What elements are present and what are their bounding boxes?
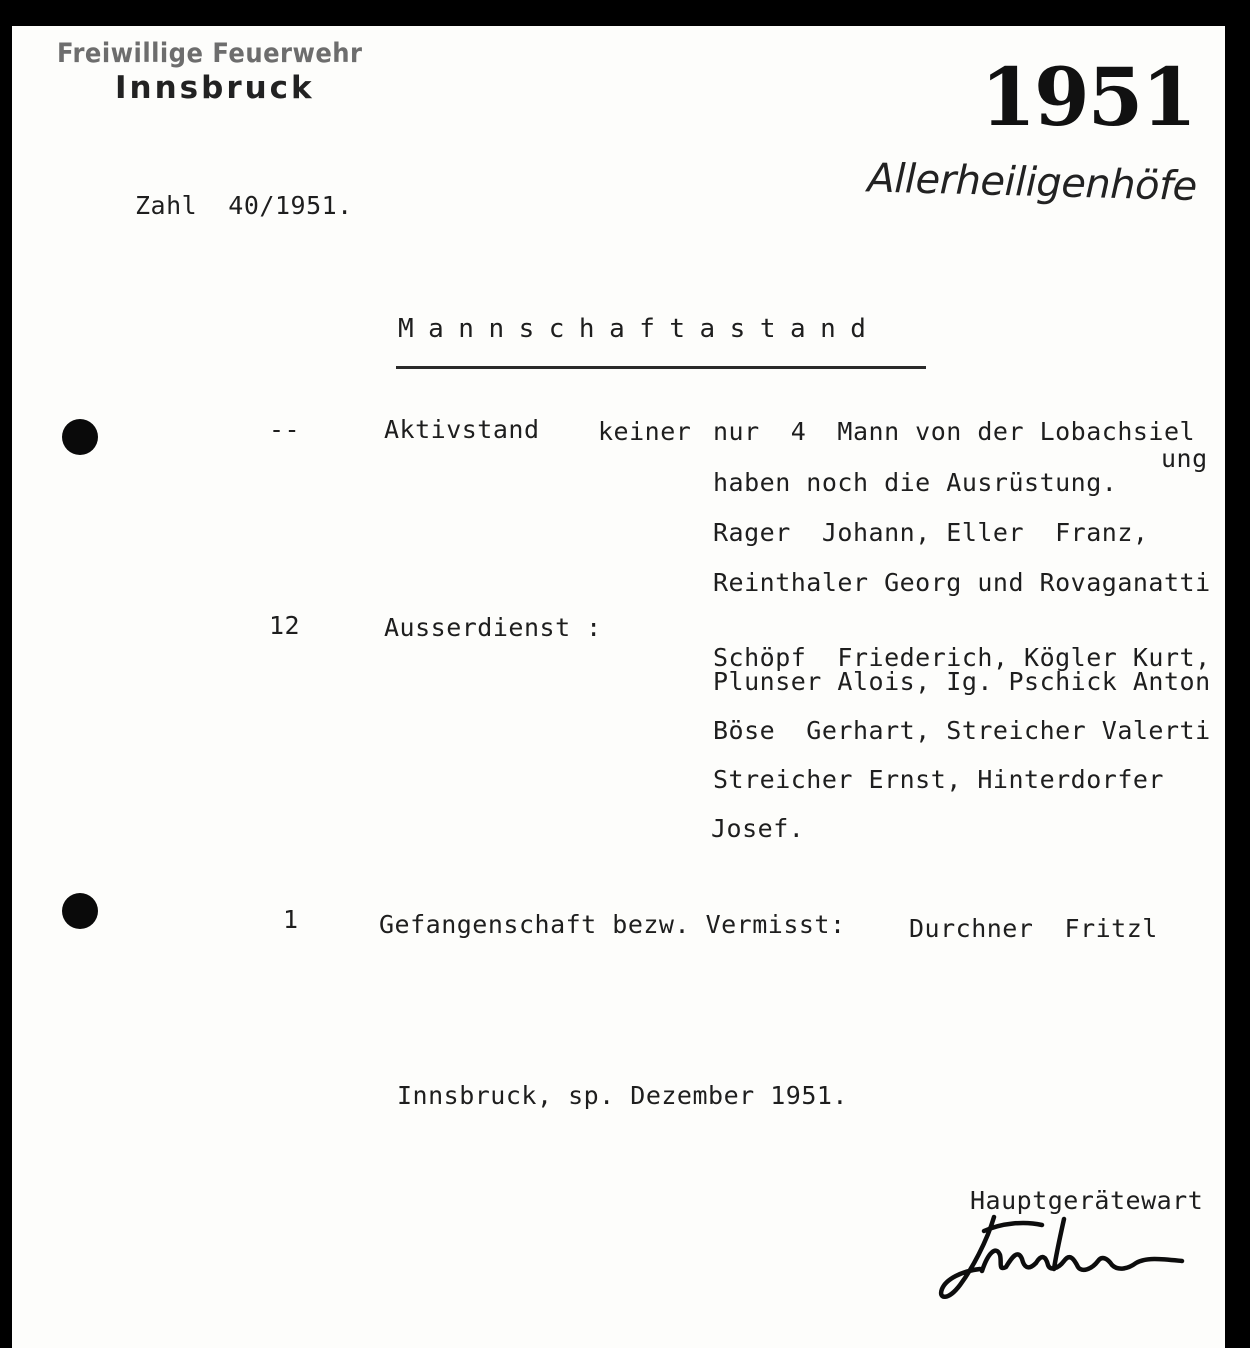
punch-hole — [62, 893, 98, 929]
handwritten-signature — [932, 1211, 1202, 1311]
entry-line: Reinthaler Georg und Rovaganatti — [713, 568, 1211, 597]
entry-line: ung — [1161, 444, 1208, 473]
document-page — [12, 26, 1225, 1348]
page-title: Mannschaftastand — [398, 314, 881, 344]
entry-line: Rager Johann, Eller Franz, — [713, 518, 1149, 547]
entry-count: 1 — [283, 905, 299, 934]
entry-line: Streicher Ernst, Hinterdorfer — [713, 765, 1164, 794]
entry-note: keiner — [598, 417, 692, 446]
reference-number: Zahl 40/1951. — [135, 191, 353, 220]
punch-hole — [62, 419, 98, 455]
place-stamp: Allerheiligenhöfe — [866, 155, 1197, 210]
closing-place-date: Innsbruck, sp. Dezember 1951. — [397, 1081, 848, 1110]
signature-title: Hauptgerätewart — [970, 1186, 1204, 1215]
entry-line: Plunser Alois, Ig. Pschick Anton — [713, 667, 1211, 696]
entry-line: haben noch die Ausrüstung. — [713, 468, 1118, 497]
entry-line: Böse Gerhart, Streicher Valerti — [713, 716, 1211, 745]
entry-label: Ausserdienst : — [384, 613, 602, 642]
title-underline — [396, 366, 926, 369]
entry-count: 12 — [269, 611, 301, 640]
entry-count: -- — [269, 415, 301, 444]
year-stamp: 1951 — [980, 50, 1195, 144]
stamp-city: Innsbruck — [115, 70, 315, 106]
entry-line: Schöpf Friederich, Kögler Kurt, — [713, 643, 1211, 672]
entry-label: Gefangenschaft bezw. Vermisst: — [379, 910, 846, 939]
entry-label: Aktivstand — [384, 415, 540, 444]
entry-line: Josef. — [711, 814, 805, 843]
entry-name: Durchner Fritzl — [909, 914, 1158, 943]
stamp-organization: Freiwillige Feuerwehr — [57, 38, 363, 69]
entry-line: nur 4 Mann von der Lobachsiel — [713, 417, 1196, 446]
